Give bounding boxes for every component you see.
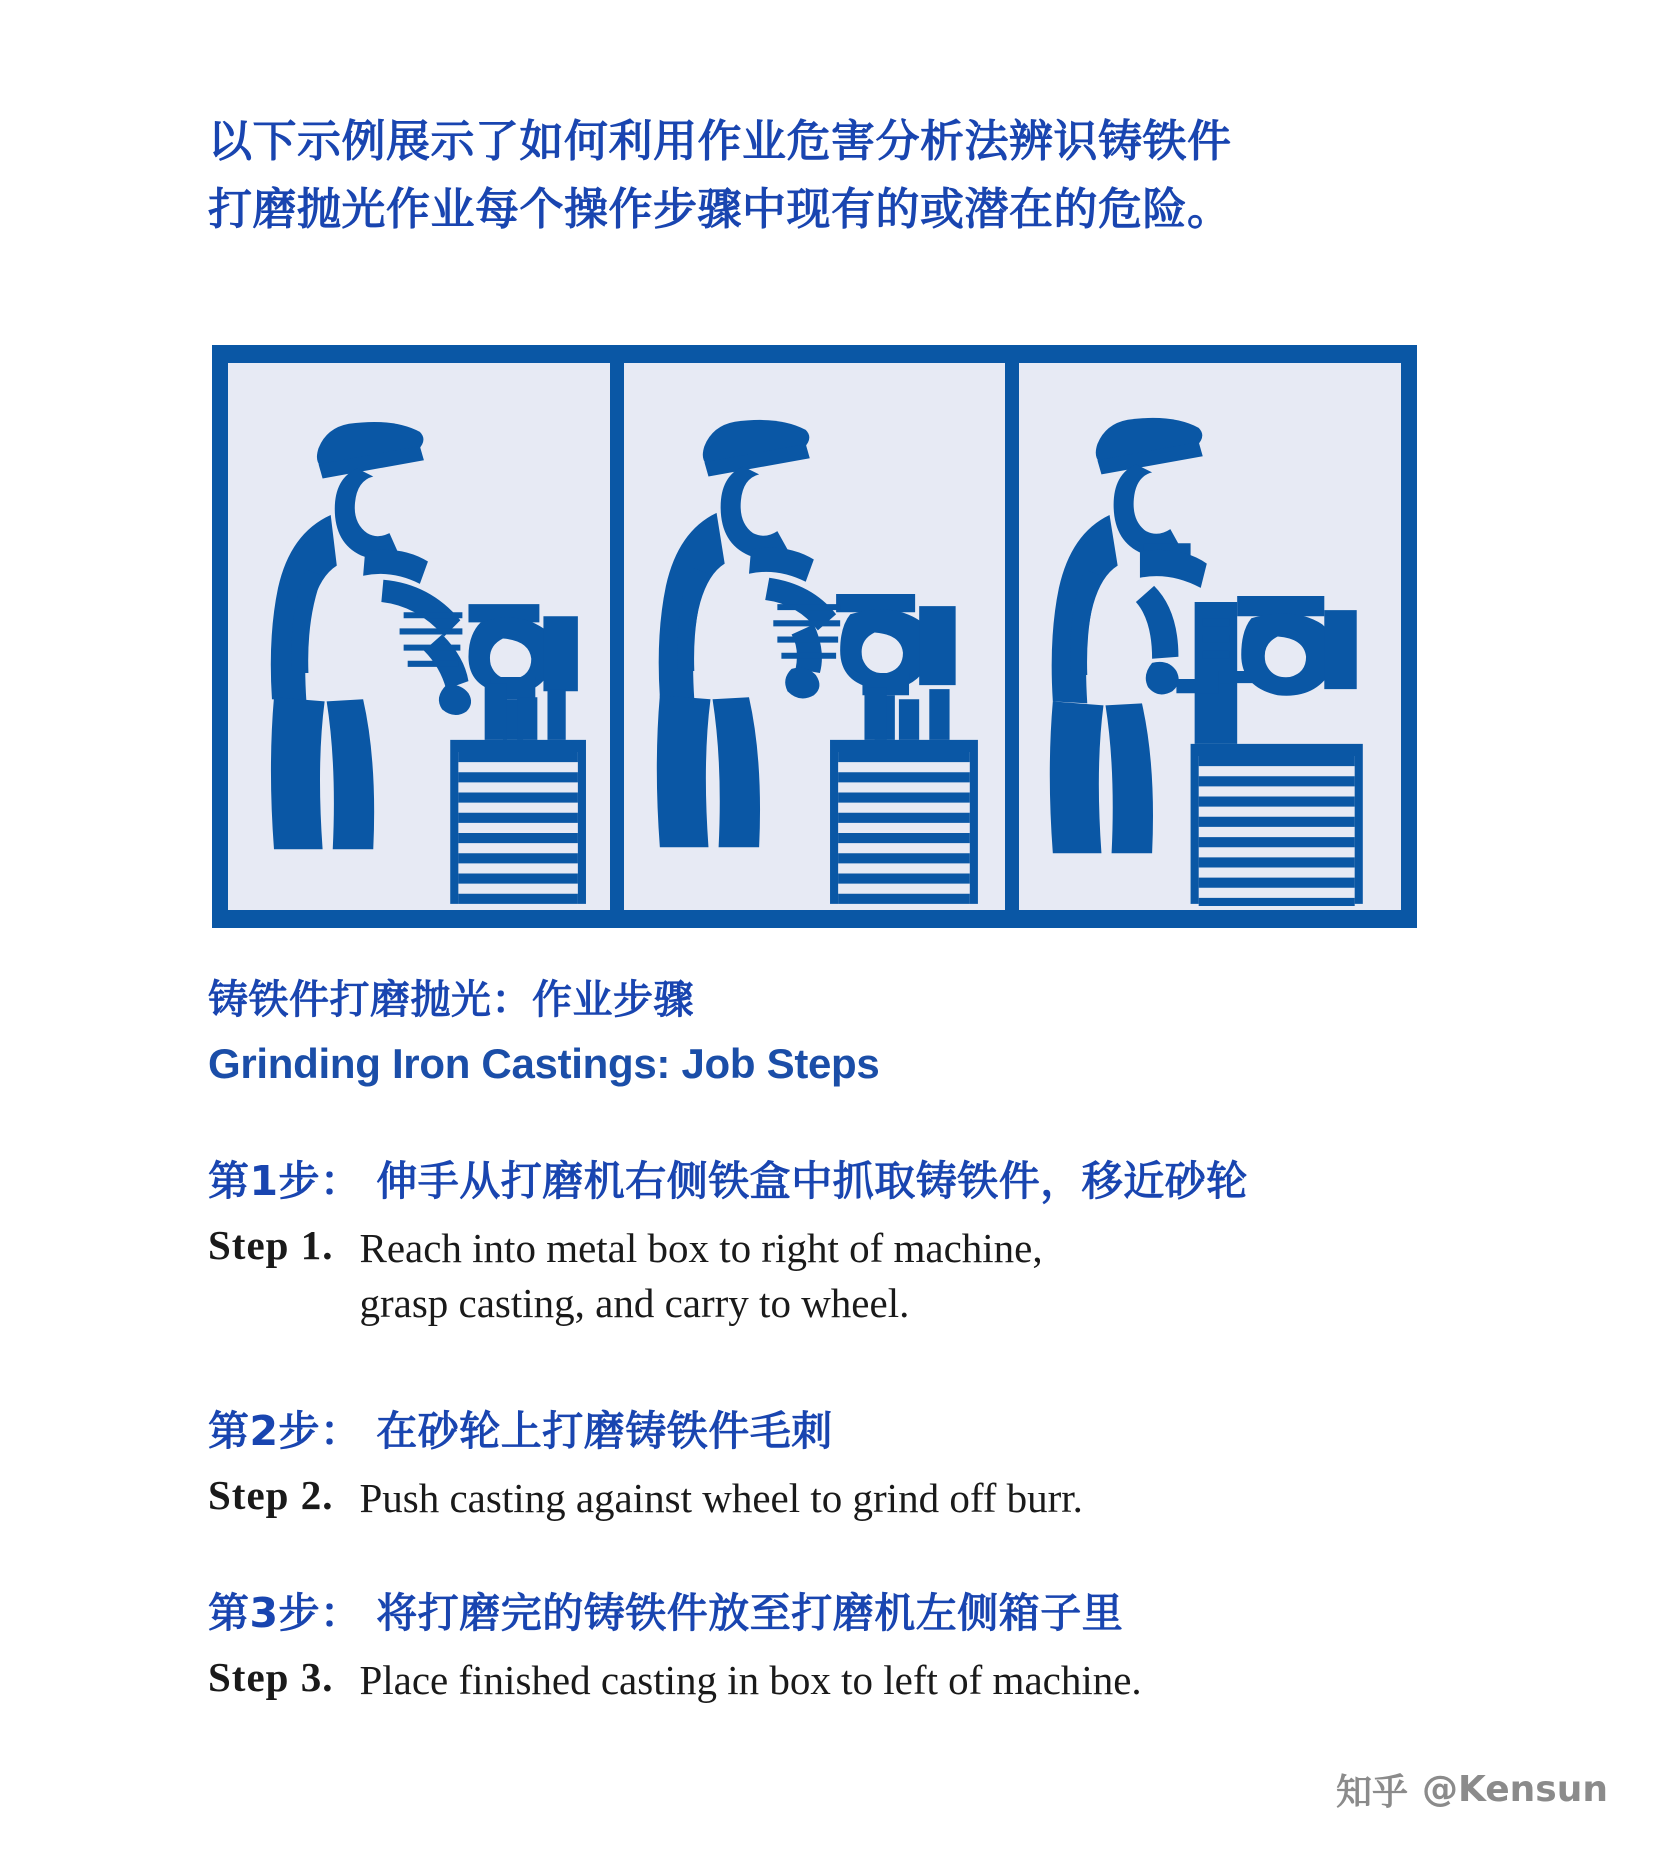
intro-paragraph <box>208 108 1448 244</box>
watermark <box>1336 1764 1608 1815</box>
watermark-handle: @Kensun <box>1422 1769 1608 1810</box>
step-1-english <box>208 1221 1508 1332</box>
intro-line-1: 以下示例展示了如何利用作业危害分析法辨识铸铁件 <box>208 116 1232 167</box>
step-1-text <box>359 1221 1042 1332</box>
step-1-chinese: 第1步： 伸手从打磨机右侧铁盒中抓取铸铁件，移近砂轮 <box>208 1157 1248 1205</box>
job-step-2 <box>208 1398 1508 1526</box>
job-step-1 <box>208 1148 1508 1332</box>
step-2-text: Push casting against wheel to grind off burr. <box>359 1475 1083 1521</box>
step-3-label: Step 3. <box>208 1654 334 1700</box>
zhihu-logo: 知乎 <box>1335 1772 1408 1813</box>
illustration-panel-1 <box>228 363 610 910</box>
job-step-3 <box>208 1580 1508 1708</box>
step-1-text-line-2: grasp casting, and carry to wheel. <box>359 1280 910 1327</box>
illustration-panel-3 <box>1019 363 1401 910</box>
step-2-label: Step 2. <box>208 1472 334 1518</box>
step-2-chinese: 第2步： 在砂轮上打磨铸铁件毛刺 <box>208 1407 833 1455</box>
illustration-strip <box>212 345 1417 928</box>
step-3-text: Place finished casting in box to left of machine. <box>359 1657 1142 1703</box>
section-title-english: Grinding Iron Castings: Job Steps <box>208 1040 880 1087</box>
intro-line-2: 打磨抛光作业每个操作步骤中现有的或潜在的危险。 <box>208 184 1232 236</box>
worker-grinding-casting-icon <box>624 363 1006 910</box>
step-3-english <box>208 1653 1508 1708</box>
illustration-panel-2 <box>624 363 1006 910</box>
worker-reaching-into-metal-box-icon <box>228 363 610 910</box>
step-2-english <box>208 1471 1508 1526</box>
step-1-text-line-1: Reach into metal box to right of machine, <box>359 1225 1043 1271</box>
step-1-label: Step 1. <box>208 1222 334 1268</box>
worker-placing-casting-in-box-icon <box>1019 363 1401 910</box>
step-3-chinese: 第3步： 将打磨完的铸铁件放至打磨机左侧箱子里 <box>208 1589 1124 1637</box>
section-title-chinese: 铸铁件打磨抛光：作业步骤 <box>208 977 694 1023</box>
